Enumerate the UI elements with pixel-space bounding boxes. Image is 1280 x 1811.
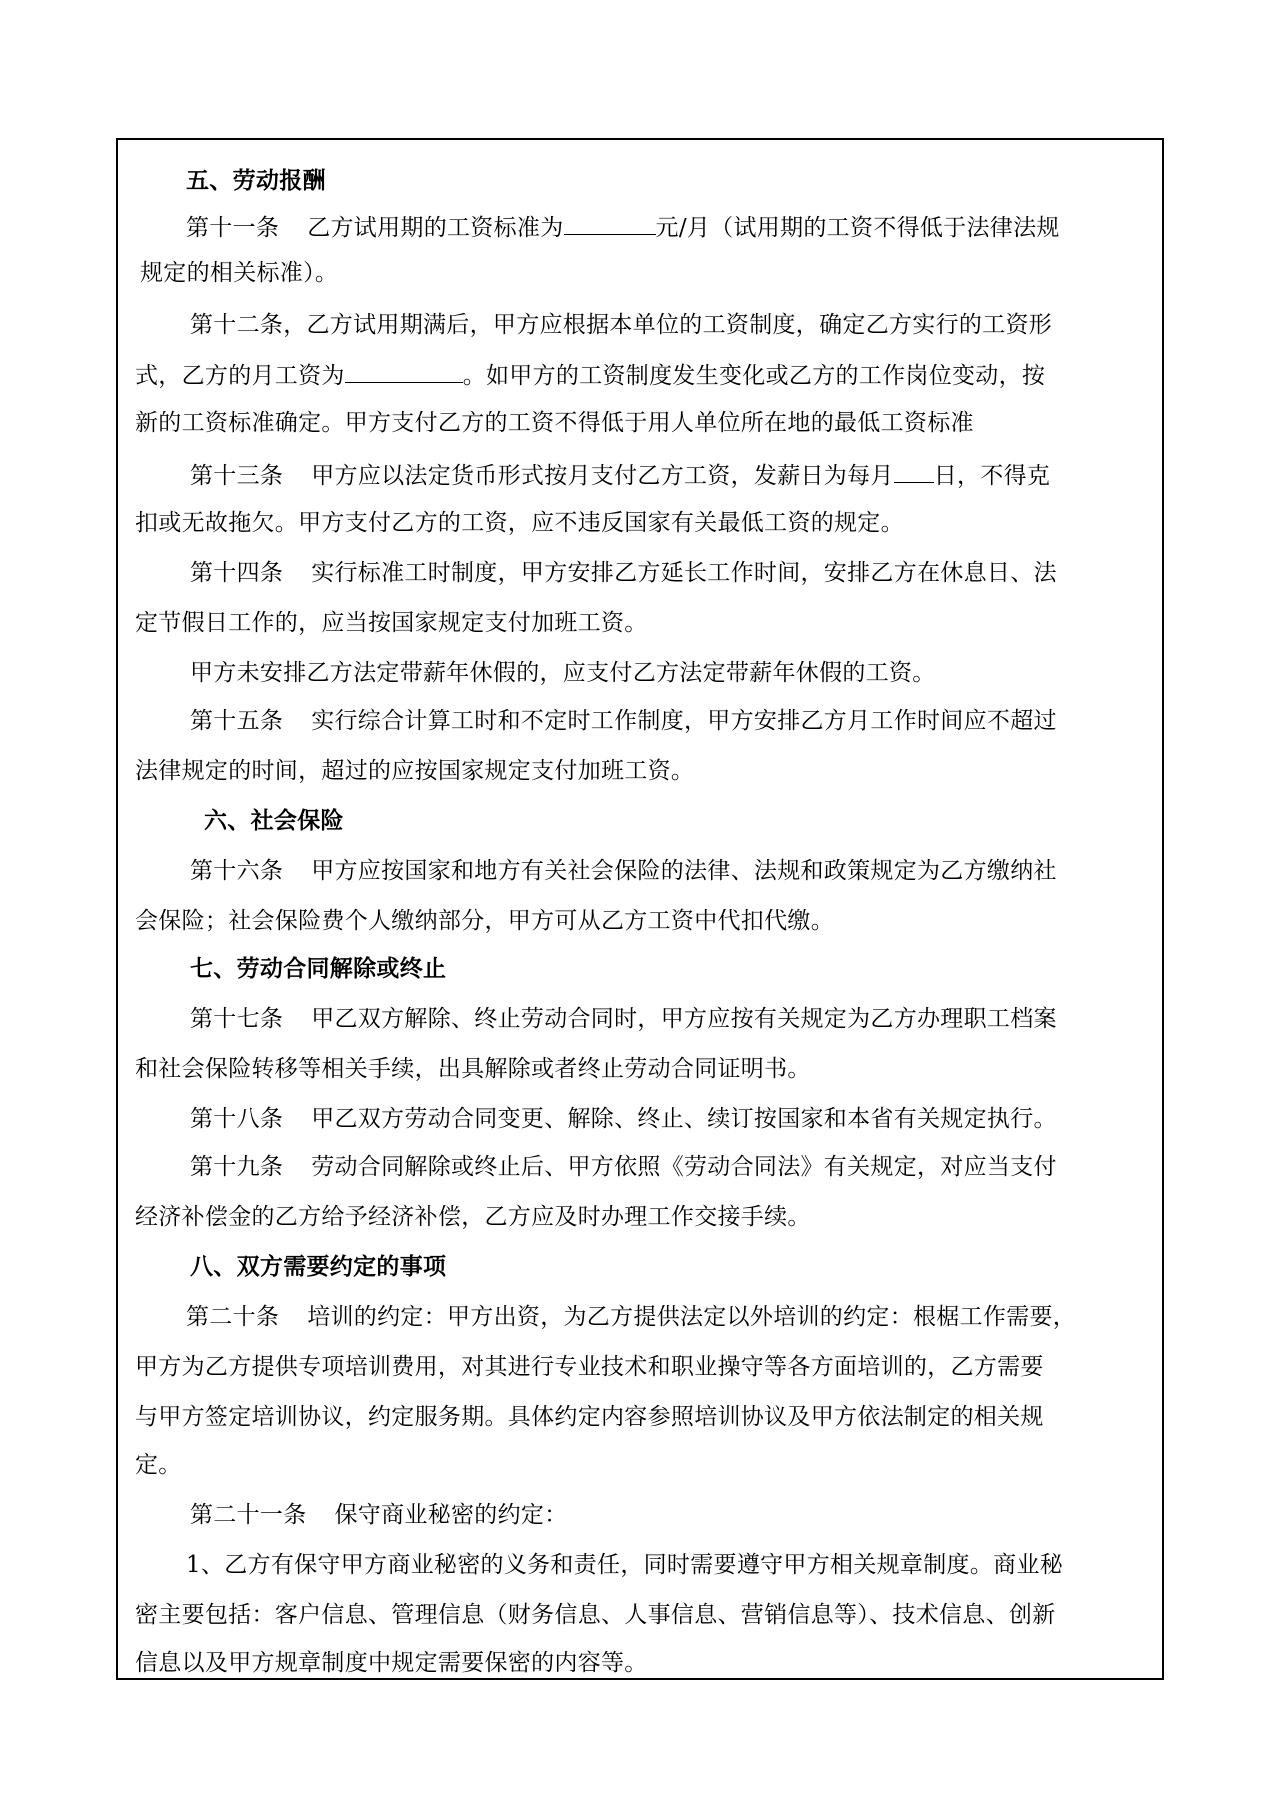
article-16-line-2 [135, 906, 834, 936]
article-21-item-1-line-3 [135, 1648, 648, 1678]
article-text: 经济补偿金的乙方给予经济补偿，乙方应及时办理工作交接手续。 [135, 1204, 811, 1230]
article-11-line-1 [186, 212, 1060, 243]
article-text: 甲方为乙方提供专项培训费用，对其进行专业技术和职业操守等各方面培训的，乙方需要 [135, 1354, 1044, 1380]
article-text: 法律规定的时间，超过的应按国家规定支付加班工资。 [135, 758, 695, 784]
section-7-title [190, 954, 446, 984]
article-text: 1、乙方有保守甲方商业秘密的义务和责任，同时需要遵守甲方相关规章制度。商业秘 [186, 1552, 1064, 1578]
article-21-item-1-line-2 [135, 1600, 1056, 1630]
article-20-line-2 [135, 1352, 1044, 1382]
article-16-line-1 [190, 856, 1057, 886]
article-text: 信息以及甲方规章制度中规定需要保密的内容等。 [135, 1650, 648, 1676]
article-text: 乙方试用期的工资标准为 [307, 215, 564, 241]
article-text: 元/月（试用期的工资不得低于法律法规 [655, 215, 1060, 241]
article-19-line-2 [135, 1202, 811, 1232]
article-14-line-1 [190, 558, 1057, 588]
article-number: 第十七条 [190, 1006, 284, 1032]
article-text: 甲方应以法定货币形式按月支付乙方工资，发薪日为每月 [311, 463, 894, 489]
article-number: 第二十一条 [190, 1502, 307, 1528]
article-20-line-3 [135, 1402, 1044, 1432]
article-text: 式，乙方的月工资为 [135, 363, 345, 389]
blank-monthly-wage [345, 360, 463, 383]
article-17-line-1 [190, 1004, 1057, 1034]
article-text: 甲方未安排乙方法定带薪年休假的，应支付乙方法定带薪年休假的工资。 [190, 660, 936, 686]
article-number: 第十三条 [190, 463, 284, 489]
article-text: 甲乙双方解除、终止劳动合同时，甲方应按有关规定为乙方办理职工档案 [311, 1006, 1057, 1032]
article-19-line-1 [190, 1152, 1057, 1182]
article-21-item-1-line-1 [186, 1550, 1063, 1580]
section-7-title-text: 七、劳动合同解除或终止 [190, 955, 447, 982]
article-14-line-3 [190, 658, 936, 688]
article-text: 劳动合同解除或终止后、甲方依照《劳动合同法》有关规定，对应当支付 [311, 1154, 1057, 1180]
article-17-line-2 [135, 1054, 811, 1084]
article-text: 新的工资标准确定。甲方支付乙方的工资不得低于用人单位所在地的最低工资标准 [135, 410, 974, 436]
article-14-line-2 [135, 608, 648, 638]
article-text: 实行标准工时制度，甲方安排乙方延长工作时间，安排乙方在休息日、法 [311, 560, 1057, 586]
section-6-title-text: 六、社会保险 [204, 807, 344, 834]
section-8-title-text: 八、双方需要约定的事项 [190, 1253, 447, 1280]
article-15-line-2 [135, 756, 694, 786]
article-12-line-3 [135, 408, 974, 438]
article-text: 甲方应按国家和地方有关社会保险的法律、法规和政策规定为乙方缴纳社 [311, 858, 1057, 884]
article-number: 第十四条 [190, 560, 284, 586]
article-20-line-1 [186, 1302, 1076, 1332]
section-5-title [186, 166, 326, 196]
article-18-line-1 [190, 1104, 1057, 1134]
article-number: 第十六条 [190, 858, 284, 884]
article-20-line-4 [135, 1450, 182, 1480]
article-text: 与甲方签定培训协议，约定服务期。具体约定内容参照培训协议及甲方依法制定的相关规 [135, 1404, 1044, 1430]
article-text: 甲乙双方劳动合同变更、解除、终止、续订按国家和本省有关规定执行。 [311, 1106, 1057, 1132]
article-text: 。如甲方的工资制度发生变化或乙方的工作岗位变动，按 [462, 363, 1046, 389]
article-text: 规定的相关标准）。 [140, 260, 339, 286]
article-number: 第十一条 [186, 215, 280, 241]
article-text: 日，不得克 [933, 463, 1051, 489]
article-text: 定节假日工作的，应当按国家规定支付加班工资。 [135, 610, 648, 636]
blank-payday [894, 460, 934, 483]
section-6-title [204, 806, 344, 836]
article-12-line-1 [190, 310, 1052, 340]
article-text: 实行综合计算工时和不定时工作制度，甲方安排乙方月工作时间应不超过 [311, 708, 1057, 734]
article-13-line-1 [190, 460, 1050, 491]
article-number: 第十九条 [190, 1154, 284, 1180]
article-text: 第十二条，乙方试用期满后，甲方应根据本单位的工资制度，确定乙方实行的工资形 [190, 312, 1053, 338]
article-number: 第十五条 [190, 708, 284, 734]
article-number: 第二十条 [186, 1304, 280, 1330]
article-15-line-1 [190, 706, 1057, 736]
article-text: 扣或无故拖欠。甲方支付乙方的工资，应不违反国家有关最低工资的规定。 [135, 510, 904, 536]
blank-probation-wage [564, 212, 656, 235]
article-text: 保守商业秘密的约定： [334, 1502, 568, 1528]
article-11-line-2 [140, 258, 338, 288]
article-12-line-2 [135, 360, 1045, 391]
article-13-line-2 [135, 508, 904, 538]
article-text: 定。 [135, 1452, 182, 1478]
article-text: 密主要包括：客户信息、管理信息（财务信息、人事信息、营销信息等）、技术信息、创新 [135, 1602, 1056, 1628]
article-number: 第十八条 [190, 1106, 284, 1132]
section-5-title-text: 五、劳动报酬 [186, 167, 326, 194]
article-text: 会保险；社会保险费个人缴纳部分，甲方可从乙方工资中代扣代缴。 [135, 908, 834, 934]
article-text: 培训的约定：甲方出资，为乙方提供法定以外培训的约定：根椐工作需要， [307, 1304, 1077, 1330]
article-21-line-1 [190, 1500, 568, 1530]
article-text: 和社会保险转移等相关手续，出具解除或者终止劳动合同证明书。 [135, 1056, 811, 1082]
section-8-title [190, 1252, 446, 1282]
